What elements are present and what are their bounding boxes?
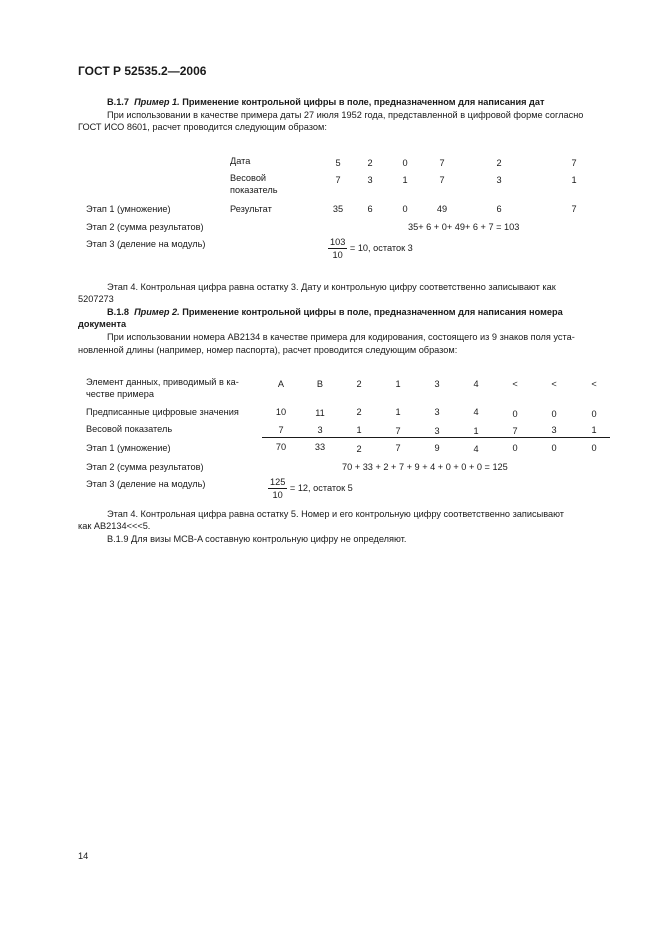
row-label-weight-cont: показатель: [230, 185, 278, 195]
paragraph-line: Этап 4. Контрольная цифра равна остатку 3. Дату и контрольную цифру соответственно записывают как: [107, 282, 556, 292]
table-cell: 6: [496, 204, 502, 214]
table-cell: 3: [434, 379, 440, 389]
stage-label: Этап 1 (умножение): [86, 443, 171, 453]
table-cell: 7: [395, 443, 401, 453]
table-cell: 0: [551, 409, 557, 419]
section-number: В.1.7: [107, 97, 129, 107]
fraction-numerator: 125: [270, 477, 286, 487]
table-cell: 49: [436, 204, 448, 214]
table-cell: 10: [275, 407, 287, 417]
table-cell: 1: [571, 175, 577, 185]
row-label-element: Элемент данных, приводимый в ка-: [86, 377, 239, 387]
table-cell: 7: [512, 426, 518, 436]
paragraph-line: При использовании номера АВ2134 в качестве примера для кодирования, состоящего из 9 знаков поля уста-: [107, 332, 575, 342]
paragraph-line: как АВ2134<<<5.: [78, 521, 151, 531]
fraction-denominator: 10: [272, 490, 283, 500]
table-cell: 2: [356, 379, 362, 389]
document-header: ГОСТ Р 52535.2—2006: [78, 64, 207, 78]
division-result: = 10, остаток 3: [349, 242, 413, 253]
table-cell: 33: [314, 442, 326, 452]
table-cell: 0: [512, 443, 518, 453]
table-cell: 4: [473, 444, 479, 454]
table-cell: 0: [591, 409, 597, 419]
row-label-element-cont: честве примера: [86, 389, 154, 399]
fraction-denominator: 10: [332, 250, 343, 260]
table-cell: <: [591, 379, 597, 389]
row-label-weight: Весовой: [230, 173, 267, 183]
stage-label: Этап 2 (сумма результатов): [86, 222, 204, 232]
table-cell: 7: [335, 175, 341, 185]
table-cell: 1: [591, 425, 597, 435]
section-title: Применение контрольной цифры в поле, предназначенном для написания дат: [182, 97, 545, 107]
table-cell: A: [277, 379, 285, 389]
sum-expression: 70 + 33 + 2 + 7 + 9 + 4 + 0 + 0 + 0 = 125: [342, 462, 508, 472]
stage-label: Этап 1 (умножение): [86, 204, 171, 214]
table-cell: <: [551, 379, 557, 389]
table-cell: 0: [402, 204, 408, 214]
table-cell: 0: [402, 158, 408, 168]
table-cell: 1: [473, 426, 479, 436]
table-cell: 3: [496, 175, 502, 185]
table-cell: 9: [434, 443, 440, 453]
table-cell: <: [512, 379, 518, 389]
table-divider-line: [262, 437, 610, 438]
table-cell: 4: [473, 407, 479, 417]
division-expression: [268, 476, 353, 501]
row-label-date: Дата: [230, 156, 251, 166]
section-number: В.1.8: [107, 307, 129, 317]
table-cell: 7: [571, 158, 577, 168]
paragraph-line: ГОСТ ИСО 8601, расчет проводится следующим образом:: [78, 122, 327, 132]
paragraph-line: Этап 4. Контрольная цифра равна остатку 5. Номер и его контрольную цифру соответственно записывают: [107, 509, 564, 519]
table-cell: 1: [395, 379, 401, 389]
sum-expression: 35+ 6 + 0+ 49+ 6 + 7 = 103: [408, 222, 520, 232]
fraction-numerator: 103: [330, 237, 346, 247]
section-heading-b18: [107, 306, 563, 318]
table-cell: 11: [315, 408, 325, 418]
table-cell: 0: [551, 443, 557, 453]
table-cell: 0: [512, 409, 518, 419]
page-number: 14: [78, 851, 89, 861]
table-cell: 70: [275, 442, 287, 452]
example-label: Пример 1.: [134, 97, 180, 107]
stage-label: Этап 3 (деление на модуль): [86, 479, 206, 489]
section-title-cont: документа: [78, 319, 127, 329]
table-cell: 1: [395, 407, 401, 417]
row-label-prescribed: Предписанные цифровые значения: [86, 407, 239, 417]
table-cell: 1: [402, 175, 408, 185]
row-label-result: Результат: [230, 204, 272, 214]
table-cell: 3: [551, 425, 557, 435]
table-cell: 7: [278, 425, 284, 435]
table-cell: 3: [367, 175, 373, 185]
stage-label: Этап 2 (сумма результатов): [86, 462, 204, 472]
table-cell: 0: [591, 443, 597, 453]
table-cell: 3: [434, 426, 440, 436]
division-expression: [328, 236, 413, 261]
section-b19-text: В.1.9 Для визы MCB-A составную контрольную цифру не определяют.: [107, 534, 407, 544]
table-cell: 5: [335, 158, 341, 168]
row-label-weight: Весовой показатель: [86, 424, 173, 434]
section-title: Применение контрольной цифры в поле, предназначенном для написания номера: [182, 307, 563, 317]
table-cell: 7: [439, 175, 445, 185]
table-cell: 7: [439, 158, 445, 168]
section-heading-b17: [107, 96, 544, 108]
table-cell: 7: [571, 204, 577, 214]
fraction: [268, 476, 287, 501]
paragraph-line: 5207273: [78, 294, 114, 304]
table-cell: 7: [395, 426, 401, 436]
fraction: [328, 236, 347, 261]
table-cell: 2: [367, 158, 373, 168]
table-cell: B: [316, 379, 324, 389]
example-label: Пример 2.: [134, 307, 180, 317]
paragraph-line: новленной длины (например, номер паспорта), расчет проводится следующим образом:: [78, 345, 458, 355]
table-cell: 2: [496, 158, 502, 168]
table-cell: 1: [356, 425, 362, 435]
table-cell: 6: [367, 204, 373, 214]
table-cell: 2: [356, 407, 362, 417]
table-cell: 3: [317, 425, 323, 435]
stage-label: Этап 3 (деление на модуль): [86, 239, 206, 249]
table-cell: 2: [356, 444, 362, 454]
division-result: = 12, остаток 5: [289, 482, 353, 493]
table-cell: 35: [332, 204, 344, 214]
table-cell: 4: [473, 379, 479, 389]
table-cell: 3: [434, 407, 440, 417]
paragraph-line: При использовании в качестве примера даты 27 июля 1952 года, представленной в цифровой форме согласно: [107, 110, 584, 120]
